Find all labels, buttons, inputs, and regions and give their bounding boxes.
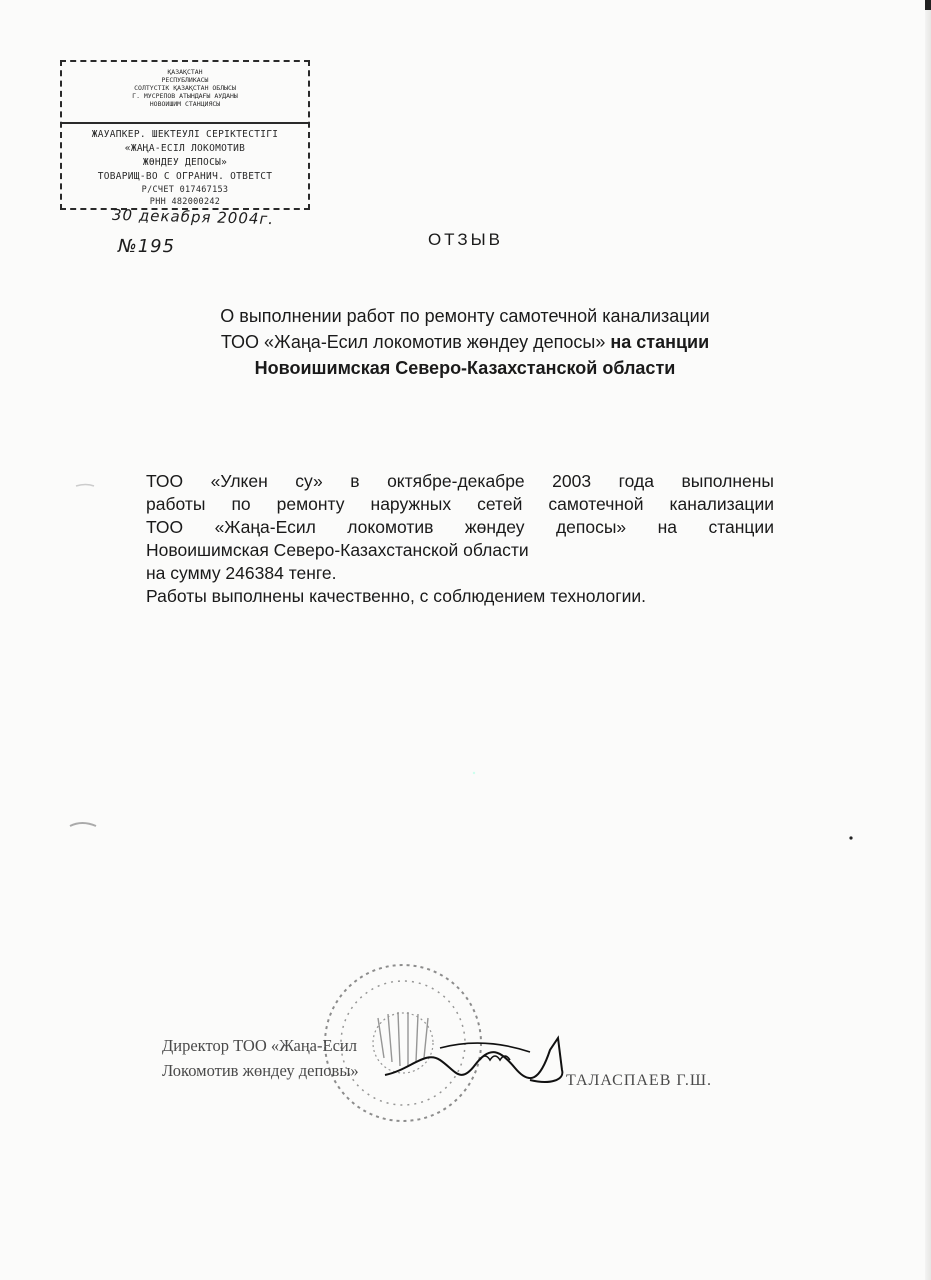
subject-line-bold [150, 355, 780, 381]
stamp-line: «ЖАҢА-ЕСІЛ ЛОКОМОТИВ [124, 143, 246, 154]
subject-line [150, 329, 780, 355]
stamp-rnn: РНН 482000242 [149, 197, 221, 207]
scan-edge [925, 0, 931, 1280]
handwritten-number: №195 [118, 236, 176, 257]
stamp-line: НОВОИШИМ СТАНЦИЯСЫ [149, 100, 221, 108]
stamp-upper-section [62, 62, 308, 124]
document-subject [150, 303, 780, 381]
document-body [146, 470, 774, 608]
handwritten-date: 30 декабря 2004г. [111, 205, 275, 229]
body-line: работы по ремонту наружных сетей самотечной канализации [146, 494, 774, 514]
subject-line: О выполнении работ по ремонту самотечной канализации [220, 306, 710, 326]
stamp-line: СОЛТҮСТІК ҚАЗАҚСТАН ОБЛЫСЫ [134, 84, 236, 92]
subject-text-bold: Новоишимская Северо-Казахстанской области [254, 358, 676, 378]
body-line: ТОО «Жаңа-Есил локомотив жөндеу депосы» на станции [146, 517, 774, 537]
stamp-line: ЖӨНДЕУ ДЕПОСЫ» [142, 157, 228, 168]
subject-text: ТОО «Жаңа-Есил локомотив жөндеу депосы» [220, 332, 606, 352]
stamp-line: ТОВАРИЩ-ВО С ОГРАНИЧ. ОТВЕТСТ [97, 171, 273, 182]
body-line: Новоишимская Северо-Казахстанской области [146, 540, 529, 560]
stamp-line: РЕСПУБЛИКАСЫ [161, 76, 209, 84]
stamp-lower-section [62, 124, 308, 208]
scan-mark [925, 0, 931, 10]
company-stamp [60, 60, 310, 210]
signature-title-line: Директор ТОО «Жаңа-Есил [162, 1036, 357, 1055]
stamp-account: Р/СЧЕТ 017467153 [141, 185, 229, 195]
body-line: на сумму 246384 тенге. [146, 563, 337, 583]
stamp-line: Г. МУСРЕПОВ АТЫНДАҒЫ АУДАНЫ [132, 92, 238, 100]
subject-text-bold: на станции [605, 332, 710, 352]
body-line: ТОО «Улкен су» в октябре-декабре 2003 года выполнены [146, 471, 774, 491]
signature-title-line: Локомотив жөндеу деповы» [162, 1061, 359, 1080]
body-line: Работы выполнены качественно, с соблюдением технологии. [146, 586, 647, 606]
stamp-line: ҚАЗАҚСТАН [167, 68, 203, 76]
signer-name: ТАЛАСПАЕВ Г.Ш. [566, 1072, 712, 1089]
document-title: ОТЗЫВ [427, 230, 504, 249]
stamp-line: ЖАУАПКЕР. ШЕКТЕУЛІ СЕРІКТЕСТІГІ [91, 129, 279, 140]
